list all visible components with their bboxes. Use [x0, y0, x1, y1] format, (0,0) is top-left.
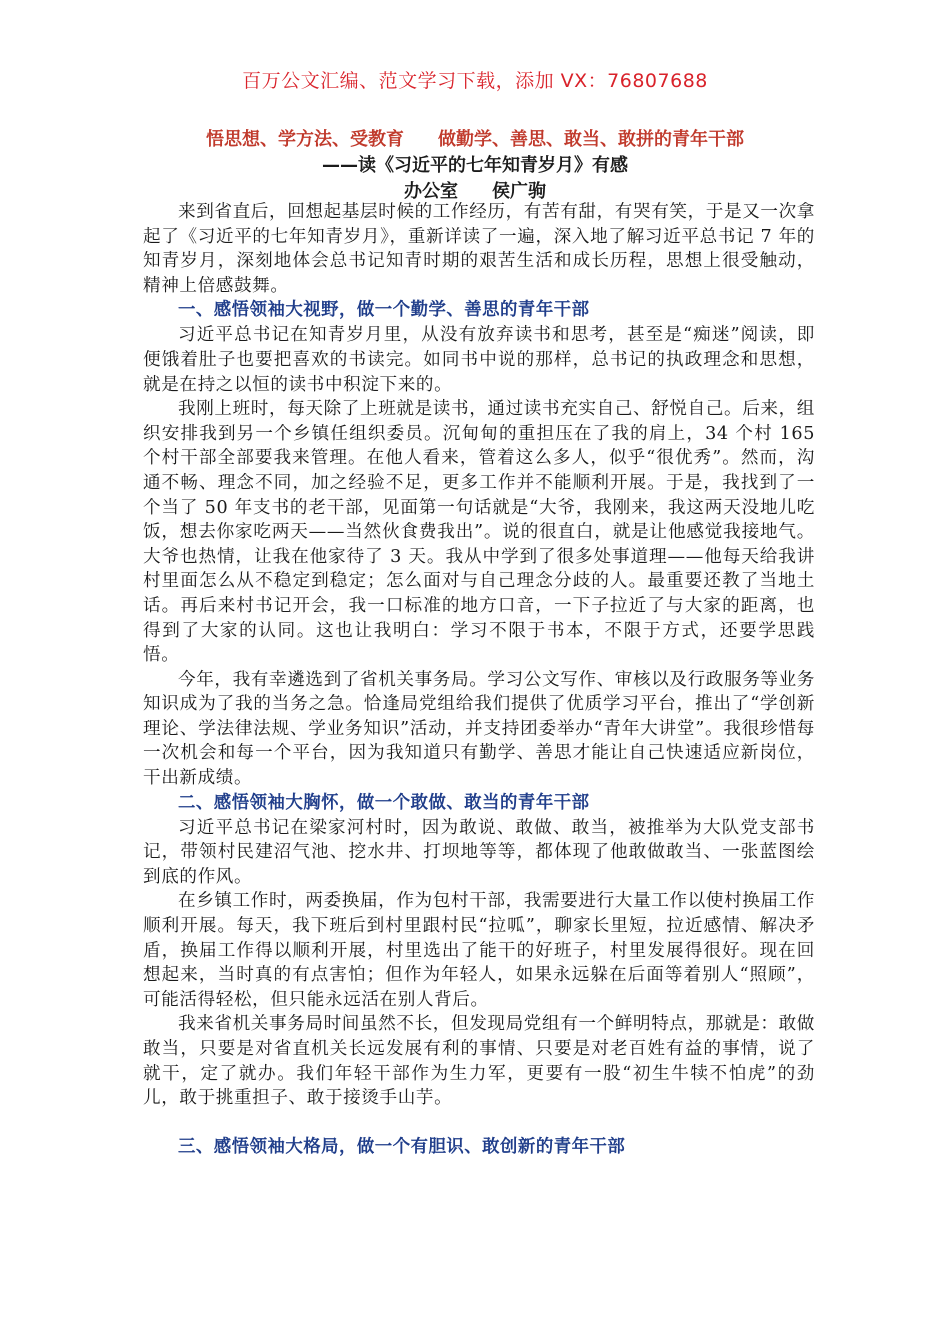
- section-heading-3: 三、感悟领袖大格局，做一个有胆识、敢创新的青年干部: [178, 1136, 626, 1157]
- section-heading-1: 一、感悟领袖大视野，做一个勤学、善思的青年干部: [178, 300, 590, 321]
- paragraph: 习近平总书记在梁家河村时，因为敢说、敢做、敢当，被推举为大队党支部书记，带领村民建沼气池、挖水井、打坝地等等，都体现了他敢做敢当、一张蓝图绘到底的作风。: [143, 817, 815, 887]
- paragraph: 在乡镇工作时，两委换届，作为包村干部，我需要进行大量工作以使村换届工作顺利开展。每天，我下班后到村里跟村民“拉呱”，聊家长里短，拉近感情、解决矛盾，换届工作得以顺利开展，村里选出了能干的好班子，村里发展得很好。现在回想起来，当时真的有点害怕；但作为年轻人，如果永远躲在后面等着别人“照顾”，可能活得轻松，但只能永远活在别人背后。: [143, 891, 815, 1010]
- document-title: [0, 125, 950, 151]
- paragraph: 我来省机关事务局时间虽然不长，但发现局党组有一个鲜明特点，那就是：敢做敢当，只要是对省直机关长远发展有利的事情、只要是对老百姓有益的事情，说了就干，定了就办。我们年轻干部作为生力军，更要有一股“初生牛犊不怕虎”的劲儿，敢于挑重担子、敢于接烫手山芋。: [143, 1014, 815, 1109]
- title-part-2: 做勤学、善思、敢当、敢拼的青年干部: [438, 129, 744, 150]
- author-dept: 办公室: [404, 181, 458, 202]
- title-part-1: 悟思想、学方法、受教育: [206, 129, 404, 150]
- paragraph-intro: 来到省直后，回想起基层时候的工作经历，有苦有甜，有哭有笑，于是又一次拿起了《习近平的七年知青岁月》，重新详读了一遍，深入地了解习近平总书记 7 年的知青岁月，深刻地体会总书记知青时期的艰苦生活和成长历程，思想上很受触动，精神上倍感鼓舞。: [143, 202, 815, 296]
- author-name: 侯广驹: [492, 181, 546, 202]
- section-heading-2: 二、感悟领袖大胸怀，做一个敢做、敢当的青年干部: [178, 792, 590, 813]
- paragraph: 习近平总书记在知青岁月里，从没有放弃读书和思考，甚至是“痴迷”阅读，即便饿着肚子也要把喜欢的书读完。如同书中说的那样，总书记的执政理念和思想，就是在持之以恒的读书中积淀下来的。: [143, 325, 815, 395]
- document-body: [143, 200, 815, 1160]
- paragraph: 今年，我有幸遴选到了省机关事务局。学习公文写作、审核以及行政服务等业务知识成为了我的当务之急。恰逢局党组给我们提供了优质学习平台，推出了“学创新理论、学法律法规、学业务知识”活动，并支持团委举办“青年大讲堂”。我很珍惜每一次机会和每一个平台，因为我知道只有勤学、善思才能让自己快速适应新岗位，干出新成绩。: [143, 669, 815, 789]
- watermark-banner: 百万公文汇编、范文学习下载，添加 VX：76807688: [242, 70, 708, 92]
- paragraph: 我刚上班时，每天除了上班就是读书，通过读书充实自己、舒悦自己。后来，组织安排我到另一个乡镇任组织委员。沉甸甸的重担压在了我的肩上，34 个村 165 个村干部全部要我来管理。在他人看来，管着这么多人，似乎“很优秀”。然而，沟通不畅、理念不同，加之经验不足，更多工作并不能顺利开展。于是，我找到了一个当了 50 年支书的老干部，见面第一句话就是“大爷，我刚来，我这两天没地儿吃饭，想去你家吃两天——当然伙食费我出”。说的很直白，就是让他感觉我接地气。大爷也热情，让我在他家待了 3 天。我从中学到了很多处事道理——他每天给我讲村里面怎么从不稳定到稳定；怎么面对与自己理念分歧的人。最重要还教了当地土话。再后来村书记开会，我一口标准的地方口音，一下子拉近了与大家的距离，也得到了大家的认同。这也让我明白：学习不限于书本，不限于方式，还要学思践悟。: [143, 399, 815, 666]
- blank-line: [143, 1111, 815, 1135]
- document-subtitle: ——读《习近平的七年知青岁月》有感: [322, 155, 628, 176]
